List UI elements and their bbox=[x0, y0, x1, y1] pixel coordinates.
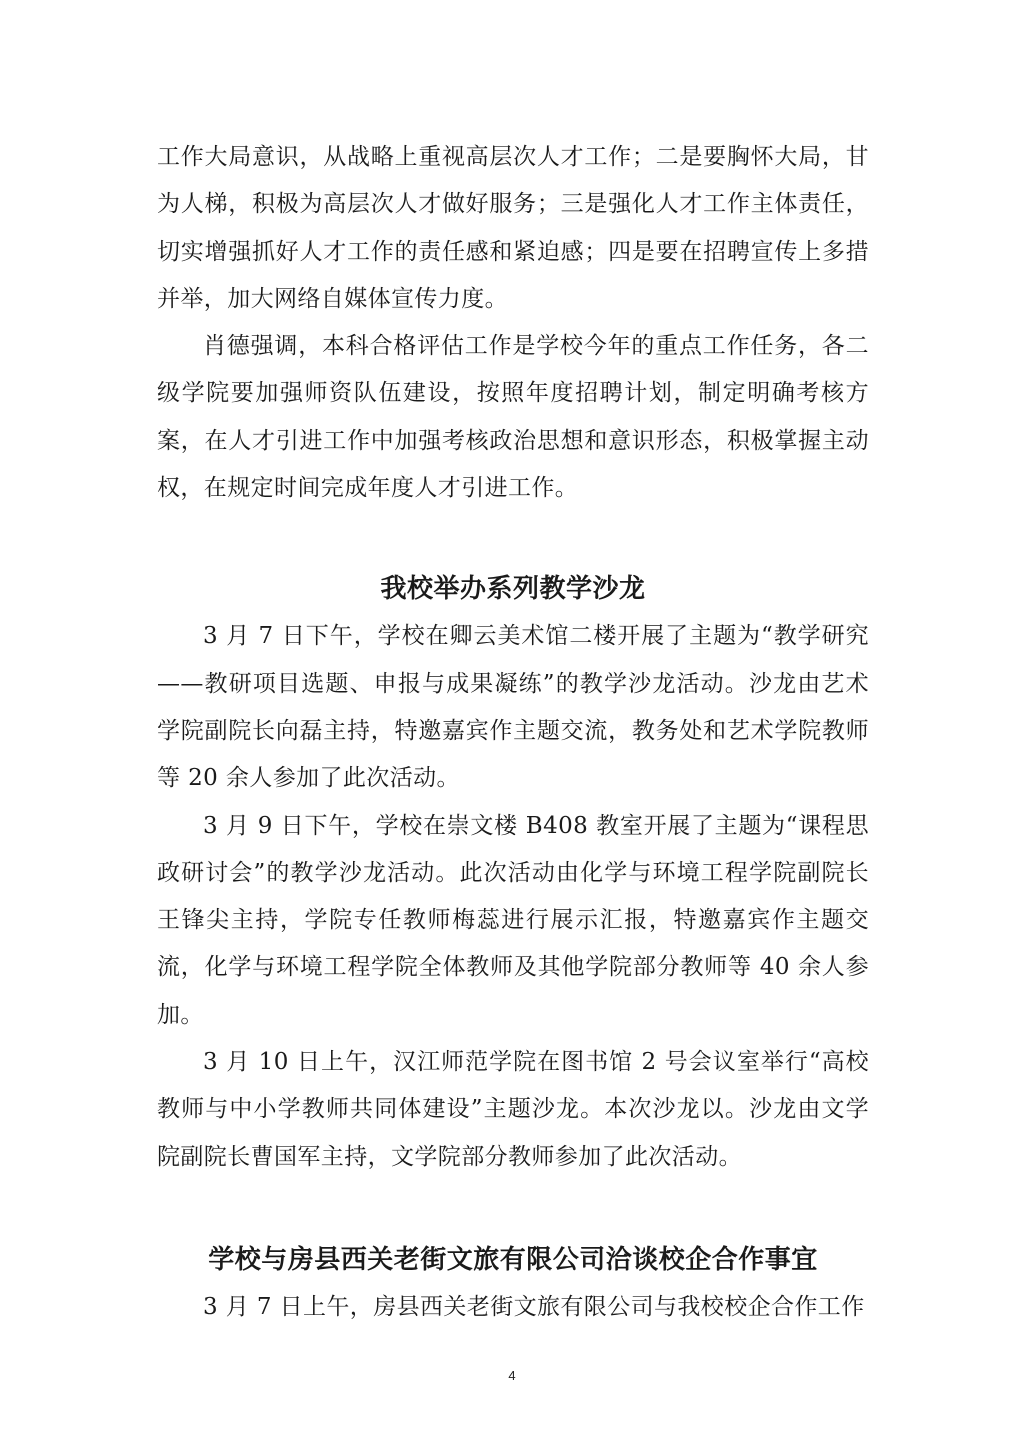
document-page bbox=[157, 134, 869, 1331]
continued-section bbox=[157, 134, 869, 512]
body-paragraph: 工作大局意识，从战略上重视高层次人才工作；二是要胸怀大局，甘为人梯，积极为高层次人才做好服务；三是强化人才工作主体责任，切实增强抓好人才工作的责任感和紧迫感；四是要在招聘宣传上多措并举，加大网络自媒体宣传力度。 bbox=[157, 144, 869, 312]
body-paragraph: 3 月 10 日上午，汉江师范学院在图书馆 2 号会议室举行“高校教师与中小学教师共同体建设”主题沙龙。本次沙龙以。沙龙由文学院副院长曹国军主持，文学院部分教师参加了此次活动。 bbox=[157, 1049, 869, 1170]
body-paragraph: 3 月 7 日下午，学校在卿云美术馆二楼开展了主题为“教学研究——教研项目选题、申报与成果凝练”的教学沙龙活动。沙龙由艺术学院副院长向磊主持，特邀嘉宾作主题交流，教务处和艺术学院教师等 20 余人参加了此次活动。 bbox=[157, 623, 869, 792]
body-paragraph: 肖德强调，本科合格评估工作是学校今年的重点工作任务，各二级学院要加强师资队伍建设，按照年度招聘计划，制定明确考核方案，在人才引进工作中加强考核政治思想和意识形态，积极掌握主动权，在规定时间完成年度人才引进工作。 bbox=[157, 333, 869, 502]
article-teaching-salon bbox=[157, 565, 869, 1181]
page-number: 4 bbox=[508, 1368, 516, 1383]
article-title: 我校举办系列教学沙龙 bbox=[380, 574, 646, 605]
body-paragraph: 3 月 7 日上午，房县西关老街文旅有限公司与我校校企合作工作 bbox=[203, 1293, 865, 1320]
article-title: 学校与房县西关老街文旅有限公司洽谈校企合作事宜 bbox=[208, 1244, 818, 1275]
body-paragraph: 3 月 9 日下午，学校在崇文楼 B408 教室开展了主题为“课程思政研讨会”的教学沙龙活动。此次活动由化学与环境工程学院副院长王锋尖主持，学院专任教师梅蕊进行展示汇报，特邀嘉宾作主题交流，化学与环境工程学院全体教师及其他学院部分教师等 40 余人参加。 bbox=[157, 812, 869, 1028]
article-school-enterprise-cooperation bbox=[157, 1236, 869, 1331]
